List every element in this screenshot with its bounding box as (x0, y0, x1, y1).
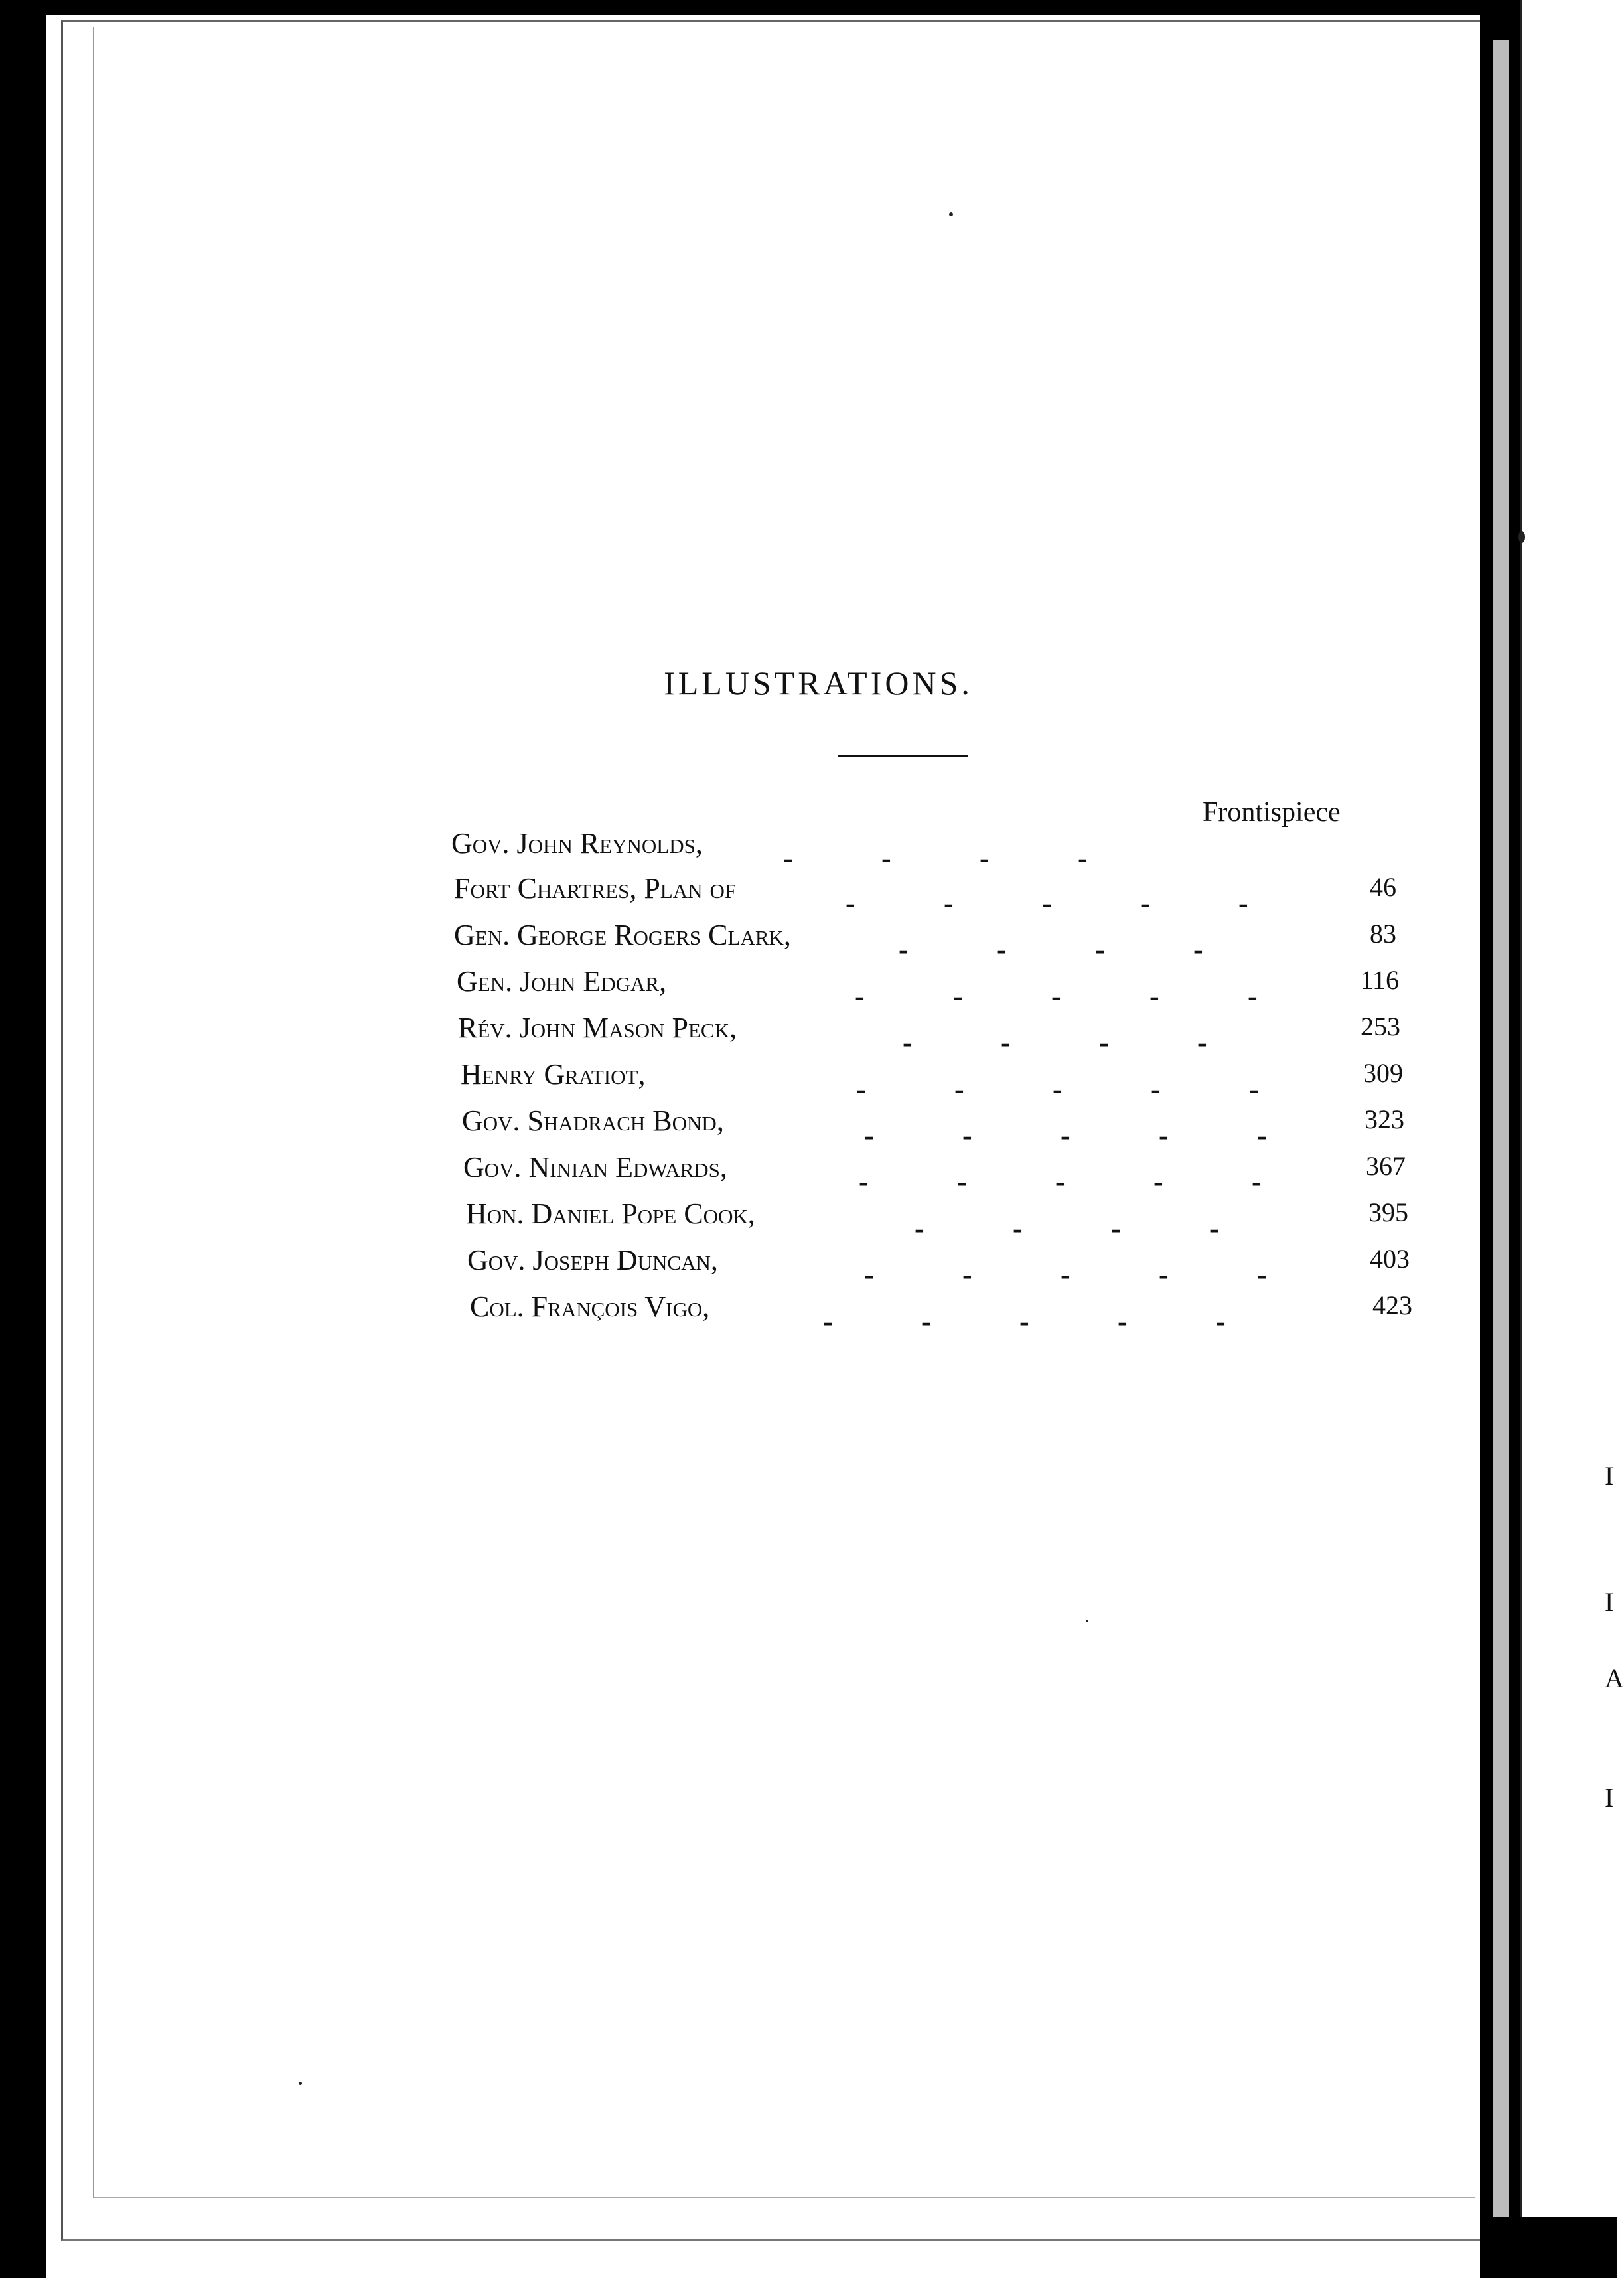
page-number: 423 (1372, 1290, 1412, 1320)
dot-leaders: - - - - - (823, 1305, 1226, 1337)
illustration-title: Fort Chartres, Plan of (454, 872, 737, 905)
dot-leaders: - - - - - (859, 1166, 1262, 1198)
page-number: 83 (1370, 919, 1396, 949)
list-item (463, 1150, 1406, 1198)
title-rule (838, 755, 968, 757)
illustration-title: Gen. George Rogers Clark, (454, 919, 791, 951)
list-item (461, 1057, 1403, 1105)
facing-page-edge (1520, 0, 1619, 2278)
illustration-title: Hon. Daniel Pope Cook, (466, 1197, 755, 1230)
dot-leaders: - - - - (915, 1212, 1219, 1245)
scan-speck (1086, 1620, 1088, 1622)
list-item (451, 826, 1394, 874)
frontispiece-label: Frontispiece (1203, 797, 1341, 828)
dot-leaders: - - - - - (855, 980, 1258, 1012)
list-item (458, 1011, 1400, 1059)
page-number: 116 (1360, 965, 1399, 995)
page-title: ILLUSTRATIONS. (664, 664, 973, 702)
list-item (467, 1243, 1410, 1291)
page-number: 46 (1370, 872, 1396, 902)
page-number: 323 (1365, 1104, 1404, 1134)
page-number: 395 (1368, 1197, 1408, 1227)
facing-page-fragment: I (1605, 1461, 1614, 1491)
list-item (454, 918, 1396, 966)
illustration-title: Gov. Ninian Edwards, (463, 1151, 727, 1183)
scan-speck (299, 2082, 302, 2085)
illustration-title: Rév. John Mason Peck, (458, 1012, 737, 1044)
scan-edge-left (0, 0, 46, 2278)
illustration-title: Col. François Vigo, (470, 1290, 710, 1323)
dot-leaders: - - - - - (864, 1258, 1267, 1291)
list-item (462, 1104, 1404, 1152)
facing-page-fragment: A (1605, 1663, 1624, 1693)
illustration-title: Gov. Shadrach Bond, (462, 1104, 724, 1137)
illustration-title: Henry Gratiot, (461, 1058, 646, 1091)
illustration-title: Gov. Joseph Duncan, (467, 1244, 718, 1276)
dot-leaders: - - - - (783, 842, 1088, 874)
list-item (470, 1290, 1412, 1337)
page-number: 367 (1366, 1151, 1406, 1181)
dot-leaders: - - - - - (864, 1119, 1267, 1152)
scan-edge-top (0, 0, 1617, 15)
illustration-title: Gov. John Reynolds, (451, 827, 703, 860)
page-number: 253 (1361, 1012, 1400, 1041)
dot-leaders: - - - - - (856, 1073, 1259, 1105)
facing-page-fragment: I (1605, 1783, 1614, 1813)
page-number: 309 (1363, 1058, 1403, 1088)
list-item (457, 964, 1399, 1012)
scan-speck (949, 212, 953, 216)
illustration-title: Gen. John Edgar, (457, 965, 667, 998)
dot-leaders: - - - - (903, 1026, 1207, 1059)
facing-page-bottom-edge (1520, 2217, 1617, 2278)
list-item (466, 1197, 1408, 1245)
facing-page-fragment: I (1605, 1587, 1614, 1617)
gutter-shadow (1493, 40, 1509, 2217)
dot-leaders: - - - - - (846, 887, 1248, 919)
list-item (454, 872, 1396, 919)
scan-speck (1518, 531, 1525, 543)
dot-leaders: - - - - (899, 933, 1203, 966)
page-number: 403 (1370, 1244, 1410, 1274)
